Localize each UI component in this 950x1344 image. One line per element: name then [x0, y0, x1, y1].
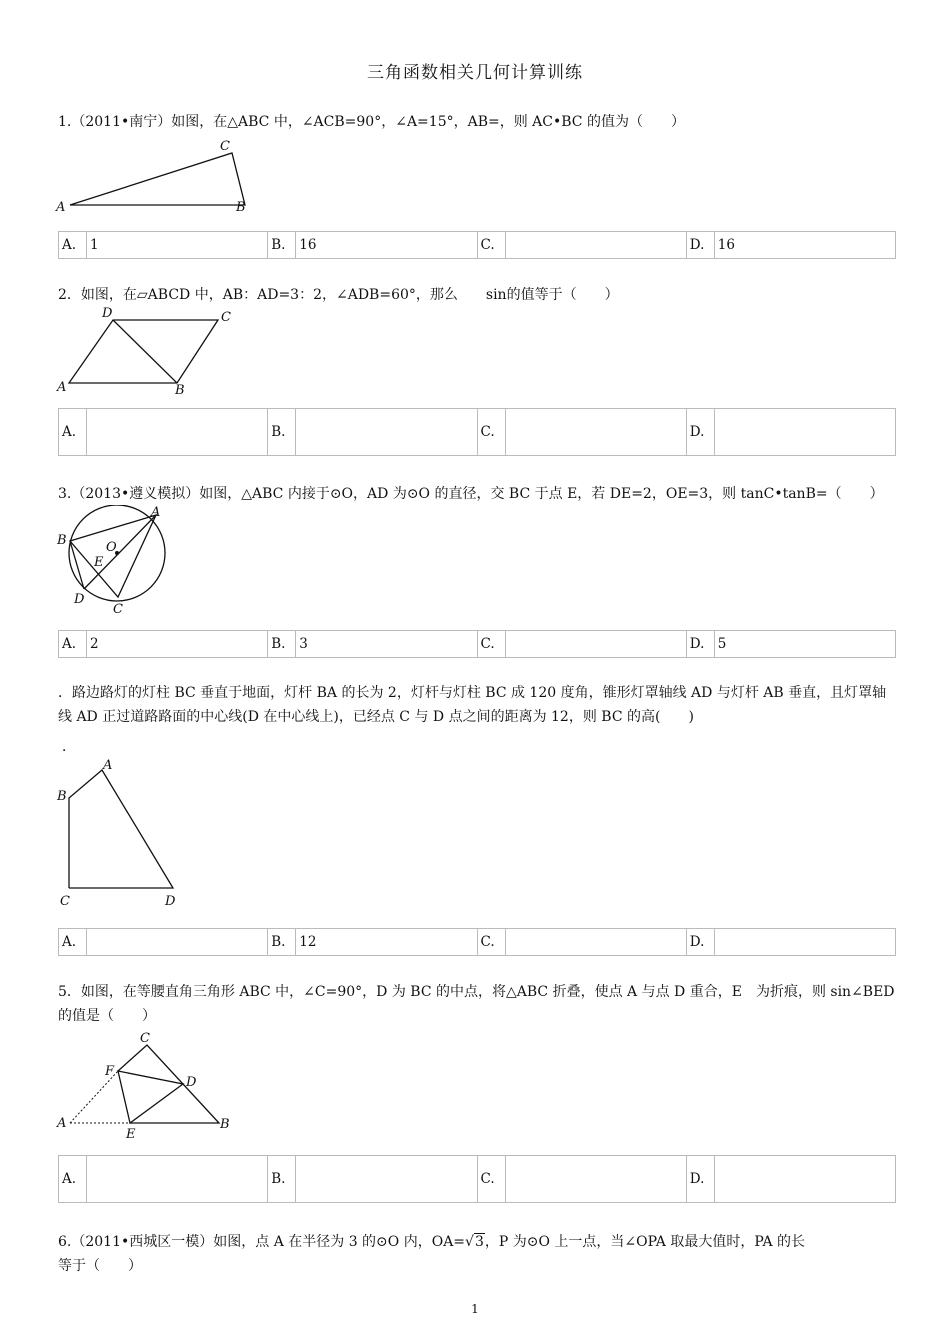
option-b[interactable]: B. 12 — [268, 929, 477, 955]
question-6-line2: 等于（ ） — [58, 1258, 142, 1274]
label-b: B — [220, 1117, 230, 1132]
label-d: D — [74, 592, 85, 607]
option-b[interactable]: B. — [268, 1156, 477, 1202]
label-e: E — [126, 1127, 136, 1142]
question-4-tail: ． — [62, 739, 76, 755]
label-c: C — [113, 602, 123, 617]
label-c: C — [220, 139, 230, 154]
option-d[interactable]: D. 16 — [687, 232, 895, 258]
option-d[interactable]: D. — [687, 409, 895, 455]
label-e: E — [94, 555, 104, 570]
label-b: B — [175, 383, 185, 397]
question-4-figure — [55, 758, 190, 913]
option-b[interactable]: B. — [268, 409, 477, 455]
sqrt-value: 3 — [474, 1234, 484, 1250]
option-a[interactable]: A. — [59, 1156, 268, 1202]
option-a[interactable]: A. — [59, 929, 268, 955]
question-3-text: 3.（2013•遵义模拟）如图，△ABC 内接于⊙O，AD 为⊙O 的直径，交 BC 于点 E，若 DE=2，OE=3，则 tanC•tanB=（ ） — [58, 486, 884, 502]
option-a[interactable]: A. 1 — [59, 232, 268, 258]
question-6-text-before: 6.（2011•西城区一模）如图，点 A 在半径为 3 的⊙O 内，OA= — [58, 1234, 466, 1250]
question-1-options — [58, 231, 896, 259]
question-6-text — [58, 1230, 805, 1254]
label-b: B — [57, 789, 67, 804]
question-1-text: 1.（2011•南宁）如图，在△ABC 中，∠ACB=90°，∠A=15°，AB=，则 AC•BC 的值为（ ） — [58, 114, 685, 130]
label-d: D — [165, 894, 176, 909]
option-b[interactable]: B. 3 — [268, 631, 477, 657]
question-3-figure — [52, 505, 182, 620]
label-a: A — [57, 380, 67, 395]
option-a[interactable]: A. 2 — [59, 631, 268, 657]
triangle-abc — [70, 153, 245, 205]
question-5-text: 5．如图，在等腰直角三角形 ABC 中，∠C=90°，D 为 BC 的中点，将△ABC 折叠，使点 A 与点 D 重合，E 为折痕，则 sin∠BED 的值是（ ） — [58, 984, 895, 1024]
label-d: D — [102, 306, 113, 321]
label-a: A — [56, 200, 66, 215]
label-d: D — [186, 1075, 197, 1090]
option-d[interactable]: D. 5 — [687, 631, 895, 657]
label-b: B — [57, 533, 67, 548]
label-c: C — [140, 1031, 150, 1046]
label-c: C — [221, 310, 231, 325]
triangle-edges — [118, 1045, 219, 1123]
option-d[interactable]: D. — [687, 929, 895, 955]
parallelogram-abcd — [69, 320, 218, 383]
label-a: A — [103, 758, 113, 773]
diagonal-db — [113, 320, 177, 383]
question-2-options — [58, 408, 896, 456]
question-3-options — [58, 630, 896, 658]
question-6-text-after: ，P 为⊙O 上一点，当∠OPA 取最大值时，PA 的长 — [484, 1234, 806, 1250]
option-d[interactable]: D. — [687, 1156, 895, 1202]
label-a: A — [151, 505, 161, 520]
question-4-text: ．路边路灯的灯柱 BC 垂直于地面，灯杆 BA 的长为 2，灯杆与灯柱 BC 成 120 度角，锥形灯罩轴线 AD 与灯杆 AB 垂直，且灯罩轴线 AD 正过道路路面的中心线(D 在中心线上)，已经点 C 与 D 点之间的距离为 12，则 BC 的高( ) — [58, 685, 887, 725]
label-f: F — [105, 1064, 115, 1079]
option-c[interactable]: C. — [478, 409, 687, 455]
option-c[interactable]: C. — [478, 232, 687, 258]
question-4-options — [58, 928, 896, 956]
option-b[interactable]: B. 16 — [268, 232, 477, 258]
page-number: 1 — [471, 1302, 479, 1316]
option-a[interactable]: A. — [59, 409, 268, 455]
question-2-figure — [55, 305, 245, 397]
question-5-figure — [52, 1028, 237, 1143]
option-c[interactable]: C. — [478, 631, 687, 657]
lamp-post-shape — [69, 770, 173, 888]
question-2-text: 2．如图，在▱ABCD 中，AB：AD=3：2，∠ADB=60°，那么 sin的值等于（ ） — [58, 287, 619, 303]
option-c[interactable]: C. — [478, 1156, 687, 1202]
page-title: 三角函数相关几何计算训练 — [367, 63, 583, 83]
label-b: B — [236, 200, 246, 215]
sqrt-symbol: √ — [465, 1234, 474, 1250]
label-a: A — [57, 1116, 67, 1131]
folded-triangle — [118, 1071, 183, 1123]
label-o: O — [106, 540, 117, 555]
label-c: C — [60, 894, 70, 909]
option-c[interactable]: C. — [478, 929, 687, 955]
question-5-options — [58, 1155, 896, 1203]
question-1-figure — [55, 135, 255, 217]
